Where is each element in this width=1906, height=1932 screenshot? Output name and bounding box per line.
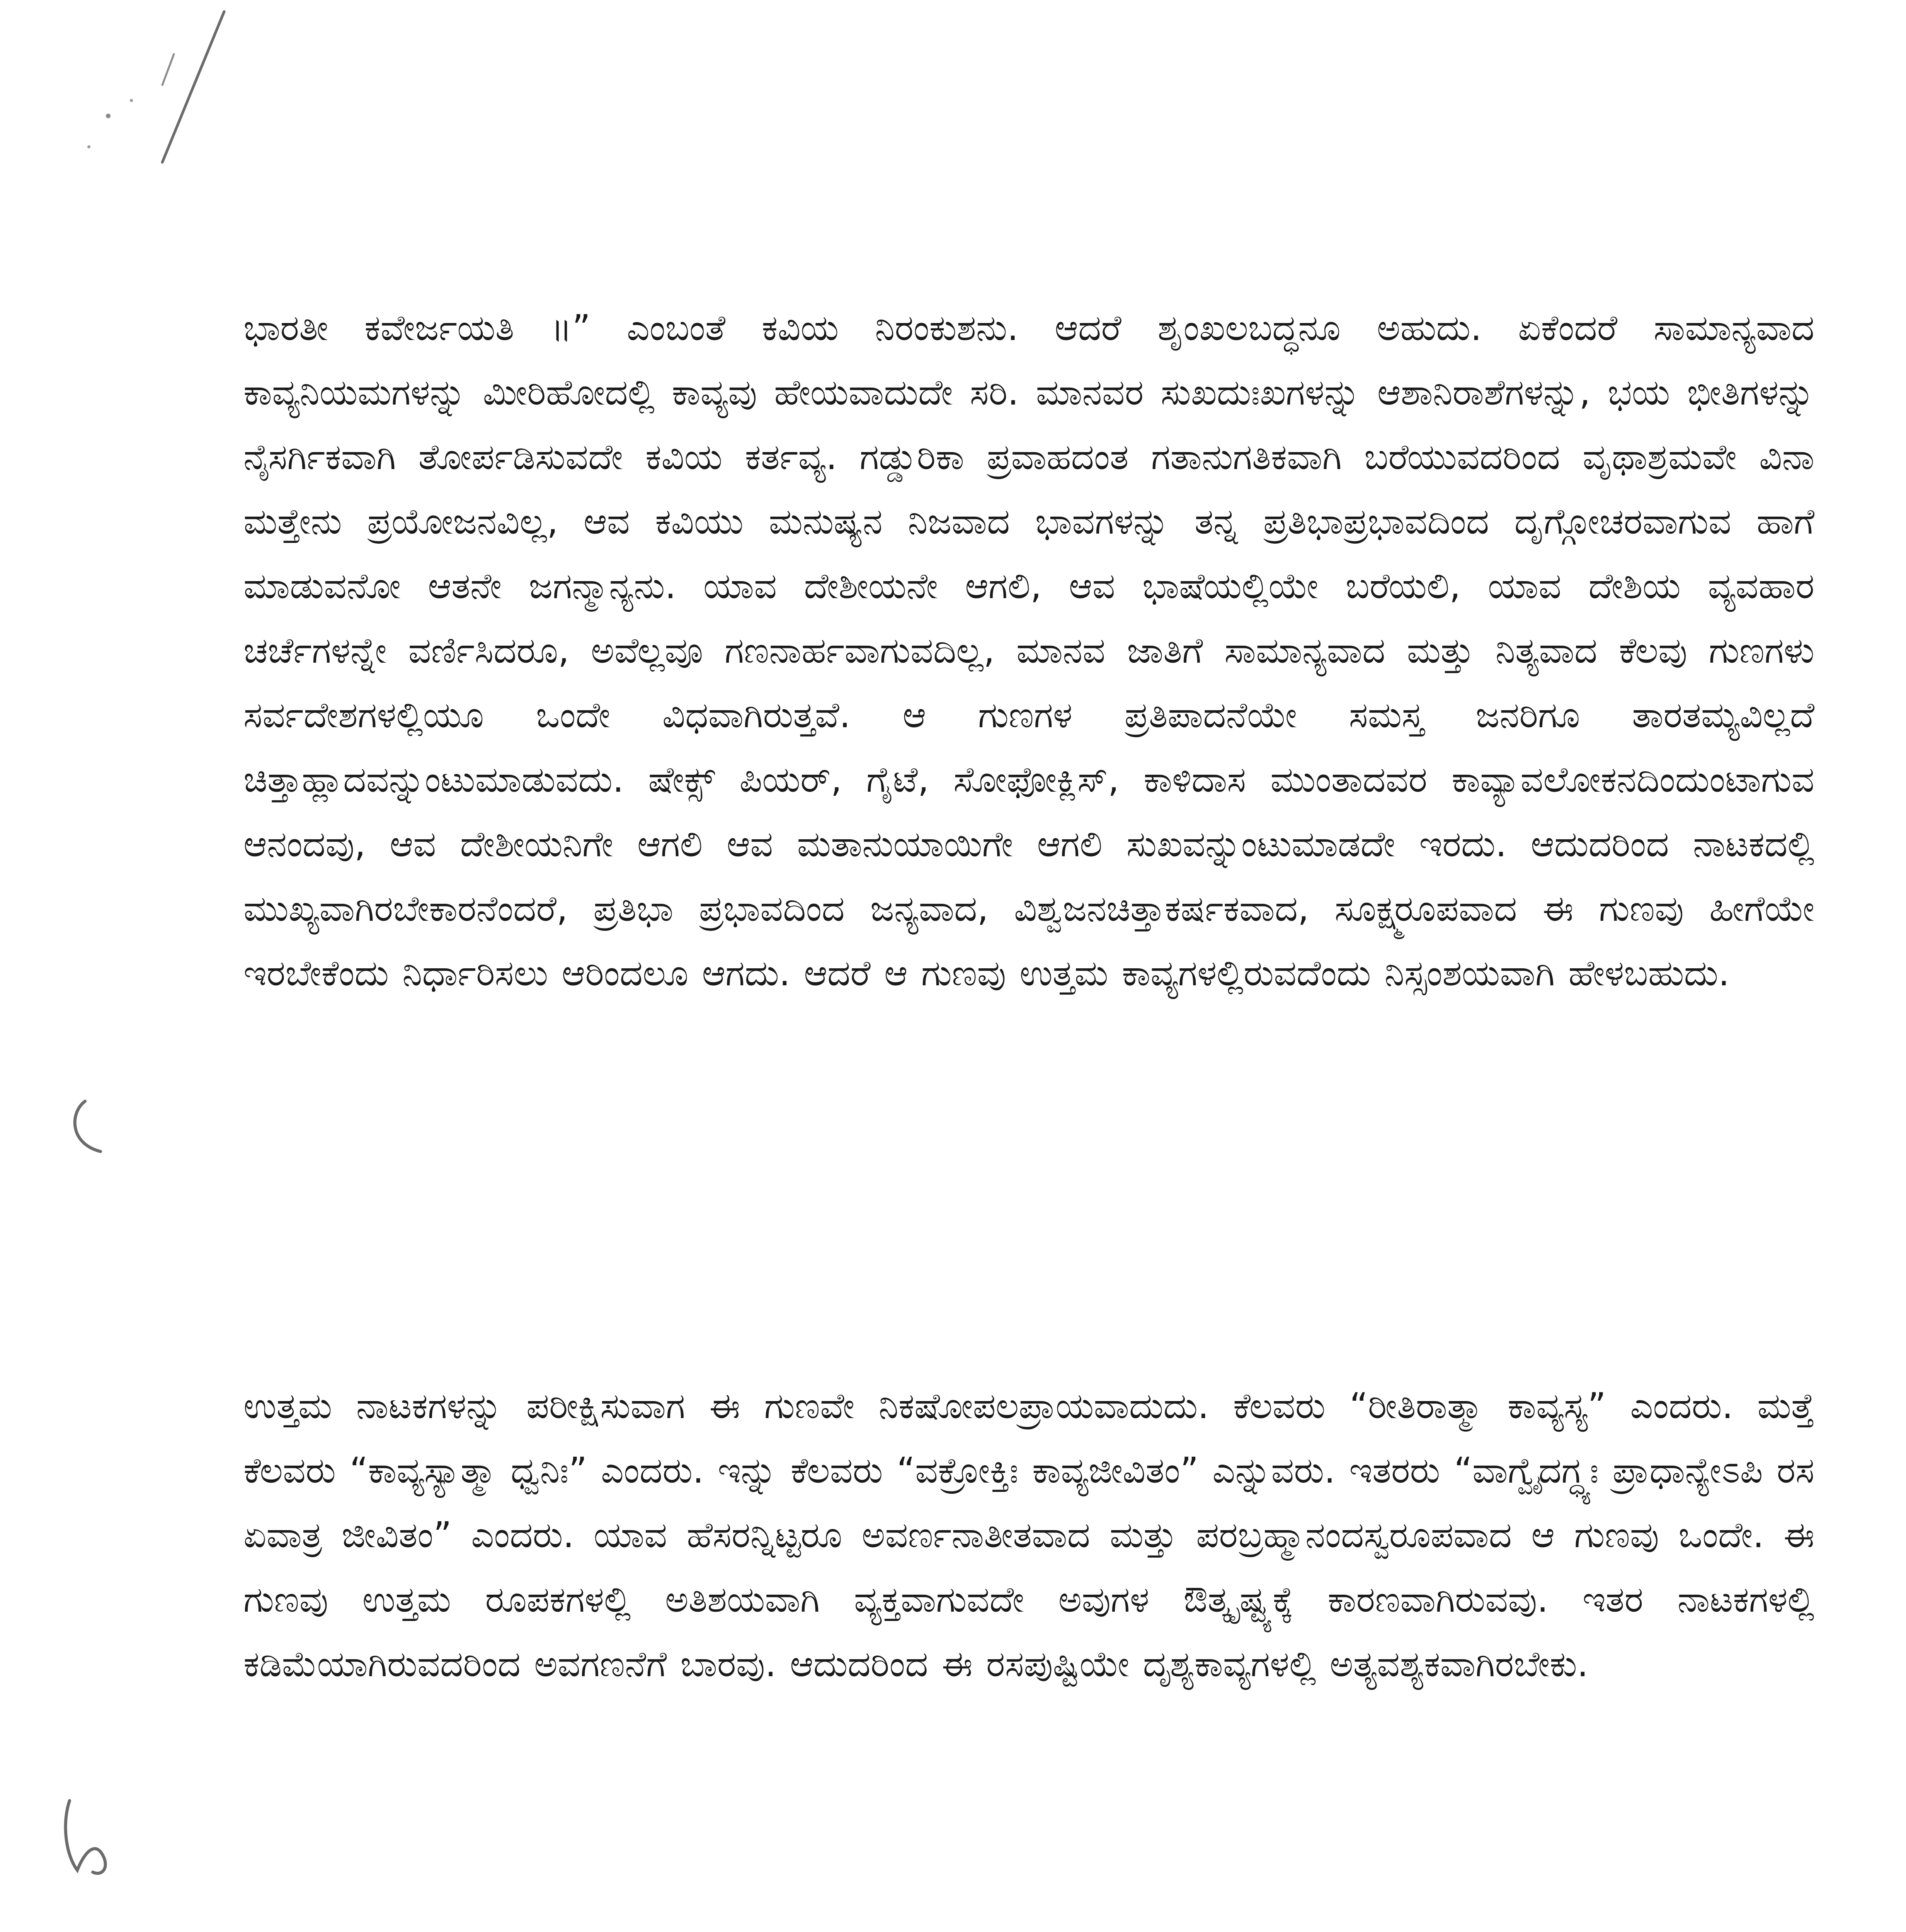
body-paragraph-2: ಉತ್ತಮ ನಾಟಕಗಳನ್ನು ಪರೀಕ್ಷಿಸುವಾಗ ಈ ಗುಣವೇ ನಿಕಷೋಪಲಪ್ರಾಯವಾದುದು. ಕೆಲವರು “ರೀತಿರಾತ್ಮಾ ಕಾವ್ಯಸ್ಯ” ಎಂದರು. ಮತ್ತೆ ಕೆಲವರು “ಕಾವ್ಯಸ್ಯಾತ್ಮಾ ಧ್ವನಿಃ” ಎಂದರು. ಇನ್ನು ಕೆಲವರು “ವಕ್ರೋಕ್ತಿಃ ಕಾವ್ಯಜೀವಿತಂ” ಎನ್ನುವರು. ಇತರರು “ವಾಗ್ವೈದಗ್ಧ್ಯಃ ಪ್ರಾಧಾನ್ಯೇಽಪಿ ರಸ ಏವಾತ್ರ ಜೀವಿತಂ” ಎಂದರು. ಯಾವ ಹೆಸರನ್ನಿಟ್ಟರೂ ಅವರ್ಣನಾತೀತವಾದ ಮತ್ತು ಪರಬ್ರಹ್ಮಾನಂದಸ್ವರೂಪವಾದ ಆ ಗುಣವು ಒಂದೇ. ಈ ಗುಣವು ಉತ್ತಮ ರೂಪಕಗಳಲ್ಲಿ ಅತಿಶಯವಾಗಿ ವ್ಯಕ್ತವಾಗುವದೇ ಅವುಗಳ ಔತ್ಕೃಷ್ಟ್ಯಕ್ಕೆ ಕಾರಣವಾಗಿರುವವು. ಇತರ ನಾಟಕಗಳಲ್ಲಿ ಕಡಿಮೆಯಾಗಿರುವದರಿಂದ ಅವಗಣನೆಗೆ ಬಾರವು. ಆದುದರಿಂದ ಈ ರಸಪುಷ್ಟಿಯೇ ದೃಶ್ಯಕಾವ್ಯಗಳಲ್ಲಿ ಅತ್ಯವಶ್ಯಕವಾಗಿರಬೇಕು.	[243, 1385, 1814, 1685]
scan-artifact-left-mark-1	[58, 1094, 112, 1163]
scan-artifact-left-mark-2	[54, 1793, 116, 1882]
body-paragraph-1: ಭಾರತೀ ಕವೇರ್ಜಯತಿ ॥” ಎಂಬಂತೆ ಕವಿಯ ನಿರಂಕುಶನು. ಆದರೆ ಶೃಂಖಲಬದ್ಧನೂ ಅಹುದು. ಏಕೆಂದರೆ ಸಾಮಾನ್ಯವಾದ ಕಾವ್ಯನಿಯಮಗಳನ್ನು ಮೀರಿಹೋದಲ್ಲಿ ಕಾವ್ಯವು ಹೇಯವಾದುದೇ ಸರಿ. ಮಾನವರ ಸುಖದುಃಖಗಳನ್ನು ಆಶಾನಿರಾಶೆಗಳನ್ನು, ಭಯ ಭೀತಿಗಳನ್ನು ನೈಸರ್ಗಿಕವಾಗಿ ತೋರ್ಪಡಿಸುವದೇ ಕವಿಯ ಕರ್ತವ್ಯ. ಗಡ್ಡುರಿಕಾ ಪ್ರವಾಹದಂತ ಗತಾನುಗತಿಕವಾಗಿ ಬರೆಯುವದರಿಂದ ವೃಥಾಶ್ರಮವೇ ವಿನಾ ಮತ್ತೇನು ಪ್ರಯೋಜನವಿಲ್ಲ, ಆವ ಕವಿಯು ಮನುಷ್ಯನ ನಿಜವಾದ ಭಾವಗಳನ್ನು ತನ್ನ ಪ್ರತಿಭಾಪ್ರಭಾವದಿಂದ ದೃಗ್ಗೋಚರವಾಗುವ ಹಾಗೆ ಮಾಡುವನೋ ಆತನೇ ಜಗನ್ಮಾನ್ಯನು. ಯಾವ ದೇಶೀಯನೇ ಆಗಲಿ, ಆವ ಭಾಷೆಯಲ್ಲಿಯೇ ಬರೆಯಲಿ, ಯಾವ ದೇಶಿಯ ವ್ಯವಹಾರ ಚರ್ಚೆಗಳನ್ನೇ ವರ್ಣಿಸಿದರೂ, ಅವೆಲ್ಲವೂ ಗಣನಾರ್ಹವಾಗುವದಿಲ್ಲ, ಮಾನವ ಜಾತಿಗೆ ಸಾಮಾನ್ಯವಾದ ಮತ್ತು ನಿತ್ಯವಾದ ಕೆಲವು ಗುಣಗಳು ಸರ್ವದೇಶಗಳಲ್ಲಿಯೂ ಒಂದೇ ವಿಧವಾಗಿರುತ್ತವೆ. ಆ ಗುಣಗಳ ಪ್ರತಿಪಾದನೆಯೇ ಸಮಸ್ತ ಜನರಿಗೂ ತಾರತಮ್ಯವಿಲ್ಲದೆ ಚಿತ್ತಾಹ್ಲಾದವನ್ನುಂಟುಮಾಡುವದು. ಷೇಕ್ಸ್ ಪಿಯರ್, ಗೈಟೆ, ಸೋಫೋಕ್ಲಿಸ್, ಕಾಳಿದಾಸ ಮುಂತಾದವರ ಕಾವ್ಯಾವಲೋಕನದಿಂದುಂಟಾಗುವ ಆನಂದವು, ಆವ ದೇಶೀಯನಿಗೇ ಆಗಲಿ ಆವ ಮತಾನುಯಾಯಿಗೇ ಆಗಲಿ ಸುಖವನ್ನುಂಟುಮಾಡದೇ ಇರದು. ಆದುದರಿಂದ ನಾಟಕದಲ್ಲಿ ಮುಖ್ಯವಾಗಿರಬೇಕಾರನೆಂದರೆ, ಪ್ರತಿಭಾ ಪ್ರಭಾವದಿಂದ ಜನ್ಯವಾದ, ವಿಶ್ವಜನಚಿತ್ತಾಕರ್ಷಕವಾದ, ಸೂಕ್ಷ್ಮರೂಪವಾದ ಈ ಗುಣವು ಹೀಗೆಯೇ ಇರಬೇಕೆಂದು ನಿರ್ಧಾರಿಸಲು ಆರಿಂದಲೂ ಆಗದು. ಆದರೆ ಆ ಗುಣವು ಉತ್ತಮ ಕಾವ್ಯಗಳಲ್ಲಿರುವದೆಂದು ನಿಸ್ಸಂಶಯವಾಗಿ ಹೇಳಬಹುದು.	[243, 307, 1814, 994]
scan-artifact-top-left	[46, 0, 247, 216]
